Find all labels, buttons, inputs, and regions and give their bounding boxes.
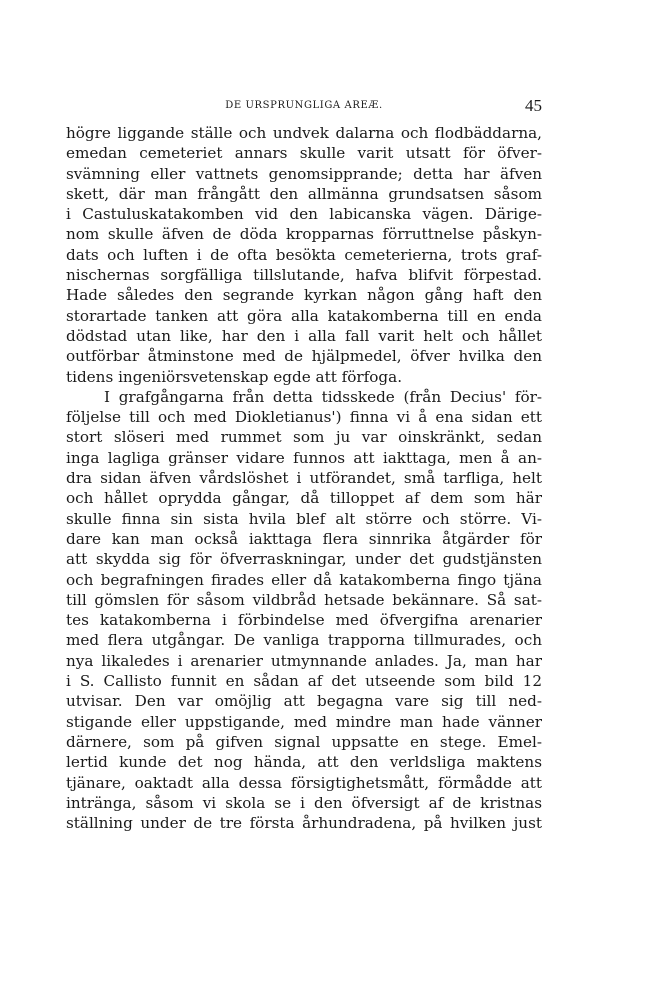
page-number: 45 [525,96,542,115]
text-line: i S. Callisto funnit en sådan af det utseende som bild 12 [66,672,542,691]
body-text [66,123,542,833]
text-line: skulle finna sin sista hvila blef alt större och större. Vi- [66,509,542,528]
text-line: inga lagliga gränser vidare funnos att iakttaga, men å an- [66,448,542,467]
text-line: tjänare, oaktadt alla dessa försigtighetsmått, förmådde att [66,773,542,792]
text-line: stigande eller uppstigande, med mindre man hade vänner [66,712,542,731]
text-line: outförbar åtminstone med de hjälpmedel, öfver hvilka den [66,347,542,366]
text-line: följelse till och med Diokletianus') finna vi å ena sidan ett [66,408,542,427]
running-title: DE URSPRUNGLIGA AREÆ. [225,100,383,111]
page-header [66,96,542,118]
text-line: lertid kunde det nog hända, att den verldsliga maktens [66,753,542,772]
text-line: med flera utgångar. De vanliga trapporna tillmurades, och [66,631,542,650]
text-line: dats och luften i de ofta besökta cemeterierna, trots graf- [66,245,542,264]
text-line: svämning eller vattnets genomsipprande; detta har äfven [66,164,542,183]
text-line: dra sidan äfven vårdslöshet i utförandet, små tarfliga, helt [66,469,542,488]
text-line: högre liggande ställe och undvek dalarna och flodbäddarna, [66,124,542,142]
text-line: ställning under de tre första århundradena, på hvilken just [66,814,542,833]
paragraph-start-line: I grafgångarna från detta tidsskede (från Decius' för- [104,387,542,406]
text-line: nom skulle äfven de döda kropparnas förruttnelse påskyn- [66,225,542,244]
text-line: storartade tanken att göra alla katakomberna till en enda [66,306,542,325]
paragraph-end-line: tidens ingeniörsvetenskap egde att förfoga. [66,367,403,386]
text-line: Hade således den segrande kyrkan någon gång haft den [66,286,542,305]
text-line: nya likaledes i arenarier utmynnande anlades. Ja, man har [66,651,542,670]
text-line: nischernas sorgfälliga tillslutande, hafva blifvit förpestad. [66,266,542,285]
text-line: skett, där man frångått den allmänna grundsatsen såsom [66,184,542,203]
text-line: dödstad utan like, har den i alla fall varit helt och hållet [66,326,542,345]
text-line: och hållet oprydda gångar, då tilloppet af dem som här [66,489,542,508]
text-line: stort slöseri med rummet som ju var oinskränkt, sedan [66,428,542,447]
text-line: dare kan man också iakttaga flera sinnrika åtgärder för [66,529,542,548]
text-line: i Castuluskatakomben vid den labicanska vägen. Därige- [66,205,542,224]
text-line: och begrafningen firades eller då katakomberna fingo tjäna [66,570,542,589]
text-line: att skydda sig för öfverraskningar, under det gudstjänsten [66,550,542,569]
text-line: därnere, som på gifven signal uppsatte en stege. Emel- [66,732,542,751]
text-line: tes katakomberna i förbindelse med öfvergifna arenarier [66,611,542,630]
text-line: intränga, såsom vi skola se i den öfversigt af de kristnas [66,793,542,812]
text-line: utvisar. Den var omöjlig att begagna vare sig till ned- [66,692,542,711]
text-line: till gömslen för såsom vildbråd hetsade bekännare. Så sat- [66,590,542,609]
text-line: emedan cemeteriet annars skulle varit utsatt för öfver- [66,144,542,163]
